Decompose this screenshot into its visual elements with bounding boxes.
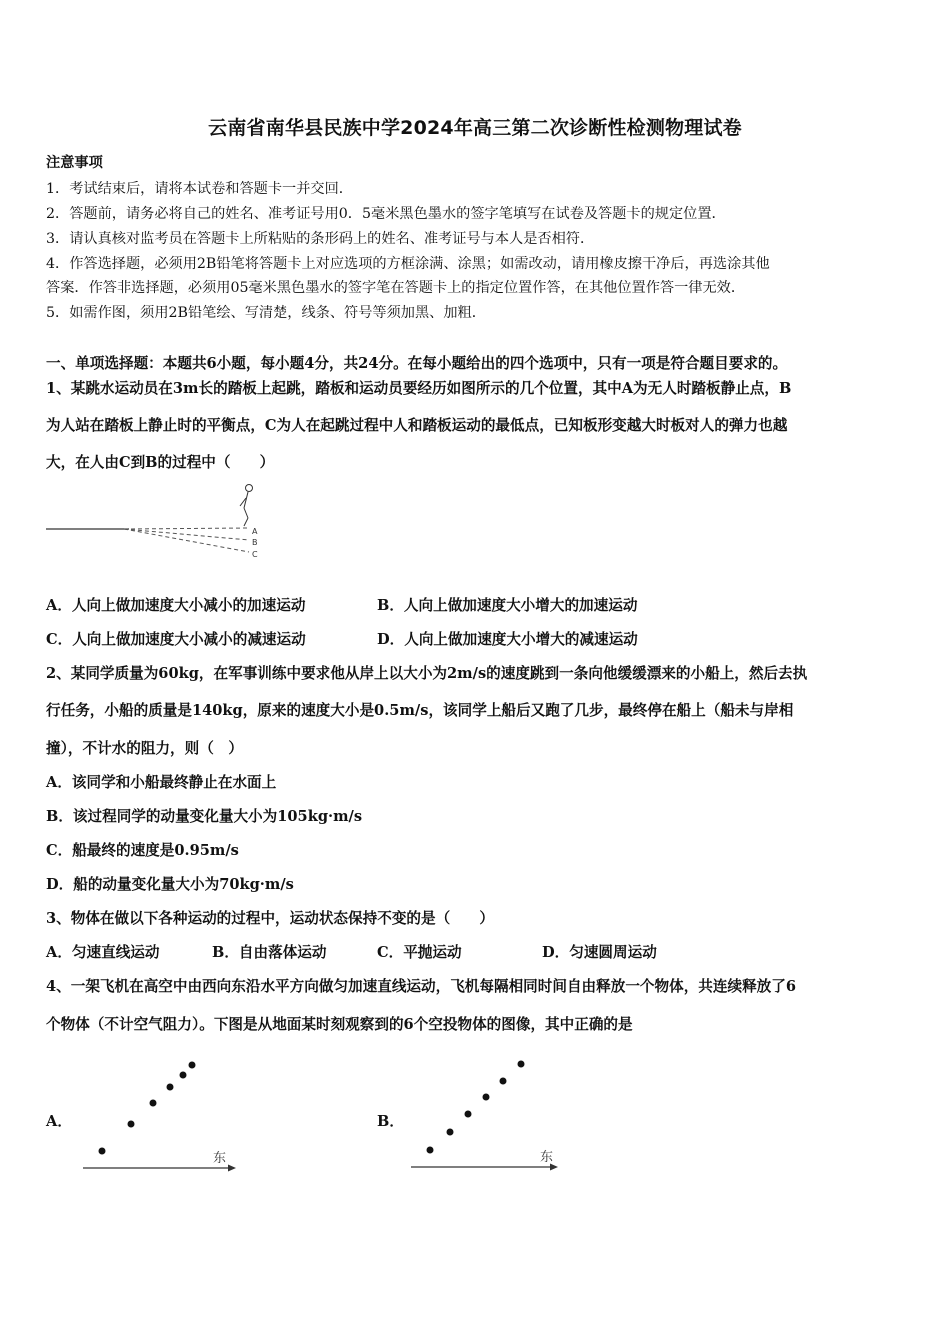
east-label: 东 [540, 1150, 554, 1165]
notice-item: 2．答题前，请务必将自己的姓名、准考证号用0．5毫米黑色墨水的签字笔填写在试卷及答题卡的规定位置． [46, 206, 726, 222]
diver-leg [244, 518, 248, 526]
figure-a-label: A． [46, 1113, 72, 1130]
dot [465, 1111, 472, 1118]
label-a: A [252, 527, 258, 536]
arrow-head [228, 1165, 236, 1172]
dot [427, 1147, 434, 1154]
question-2-line: 行任务，小船的质量是140kg，原来的速度大小是0.5m/s，该同学上船后又跑了几步，最终停在船上（船未与岸相 [46, 702, 794, 719]
dot [99, 1148, 106, 1155]
question-1-line: 为人站在踏板上静止时的平衡点，C为人在起跳过程中人和踏板运动的最低点，已知板形变越大时板对人的弹力也越 [46, 417, 788, 434]
option: D．人向上做加速度大小增大的减速运动 [377, 631, 638, 648]
diver-head [246, 485, 253, 492]
notice-heading: 注意事项 [46, 155, 103, 171]
notice-item: 答案．作答非选择题，必须用05毫米黑色墨水的签字笔在答题卡上的指定位置作答，在其他位置作答一律无效． [46, 280, 746, 296]
question-4-line: 个物体（不计空气阻力）。下图是从地面某时刻观察到的6个空投物体的图像，其中正确的是 [46, 1016, 633, 1033]
notice-item: 4．作答选择题，必须用2B铅笔将答题卡上对应选项的方框涂满、涂黑；如需改动，请用橡皮擦干净后，再选涂其他 [46, 256, 770, 272]
option: C．人向上做加速度大小减小的减速运动 [46, 631, 306, 648]
dot [189, 1062, 196, 1069]
option: D．船的动量变化量大小为70kg·m/s [46, 876, 294, 893]
notice-item: 5．如需作图，须用2B铅笔绘、写清楚，线条、符号等须加黑、加粗． [46, 305, 486, 321]
question-1-line: 1、某跳水运动员在3m长的踏板上起跳，踏板和运动员要经历如图所示的几个位置，其中A为无人时踏板静止点，B [46, 380, 792, 397]
option: A．匀速直线运动 [46, 944, 160, 961]
question-3-line: 3、物体在做以下各种运动的过程中，运动状态保持不变的是（ ） [46, 910, 494, 927]
option: C．船最终的速度是0.95m/s [46, 842, 239, 859]
springboard-figure [44, 478, 269, 568]
option: D．匀速圆周运动 [542, 944, 657, 961]
question-1-line: 大，在人由C到B的过程中（ ） [46, 454, 275, 471]
figure-b-label: B． [377, 1113, 404, 1130]
board-position-c [124, 529, 249, 552]
dot [500, 1078, 507, 1085]
east-label: 东 [213, 1151, 227, 1166]
dot [150, 1100, 157, 1107]
dot [518, 1061, 525, 1068]
figure-a [80, 1055, 240, 1175]
dot [447, 1129, 454, 1136]
board-position-a [124, 528, 249, 529]
label-b: B [252, 538, 258, 547]
option: B．人向上做加速度大小增大的加速运动 [377, 597, 638, 614]
option: C．平抛运动 [377, 944, 462, 961]
option: B．该过程同学的动量变化量大小为105kg·m/s [46, 808, 363, 825]
diver-leg [244, 508, 248, 518]
board-position-b [124, 529, 249, 540]
dot [167, 1084, 174, 1091]
question-2-line: 2、某同学质量为60kg，在军事训练中要求他从岸上以大小为2m/s的速度跳到一条向他缓缓漂来的小船上，然后去执 [46, 665, 808, 682]
question-4-line: 4、一架飞机在高空中由西向东沿水平方向做匀加速直线运动，飞机每隔相同时间自由释放一个物体，共连续释放了6 [46, 978, 797, 995]
label-c: C [252, 550, 258, 559]
option: A．该同学和小船最终静止在水面上 [46, 774, 277, 791]
dot [128, 1121, 135, 1128]
page-title: 云南省南华县民族中学2024年高三第二次诊断性检测物理试卷 [208, 117, 742, 139]
dot [483, 1094, 490, 1101]
option: B．自由落体运动 [212, 944, 327, 961]
section-heading: 一、单项选择题：本题共6小题，每小题4分，共24分。在每小题给出的四个选项中，只有一项是符合题目要求的。 [46, 355, 788, 372]
figure-b [408, 1055, 568, 1175]
question-2-line: 撞），不计水的阻力，则（ ） [46, 740, 244, 757]
notice-item: 3．请认真核对监考员在答题卡上所粘贴的条形码上的姓名、准考证号与本人是否相符． [46, 231, 595, 247]
option: A．人向上做加速度大小减小的加速运动 [46, 597, 306, 614]
dot [180, 1072, 187, 1079]
notice-item: 1．考试结束后，请将本试卷和答题卡一并交回． [46, 181, 353, 197]
